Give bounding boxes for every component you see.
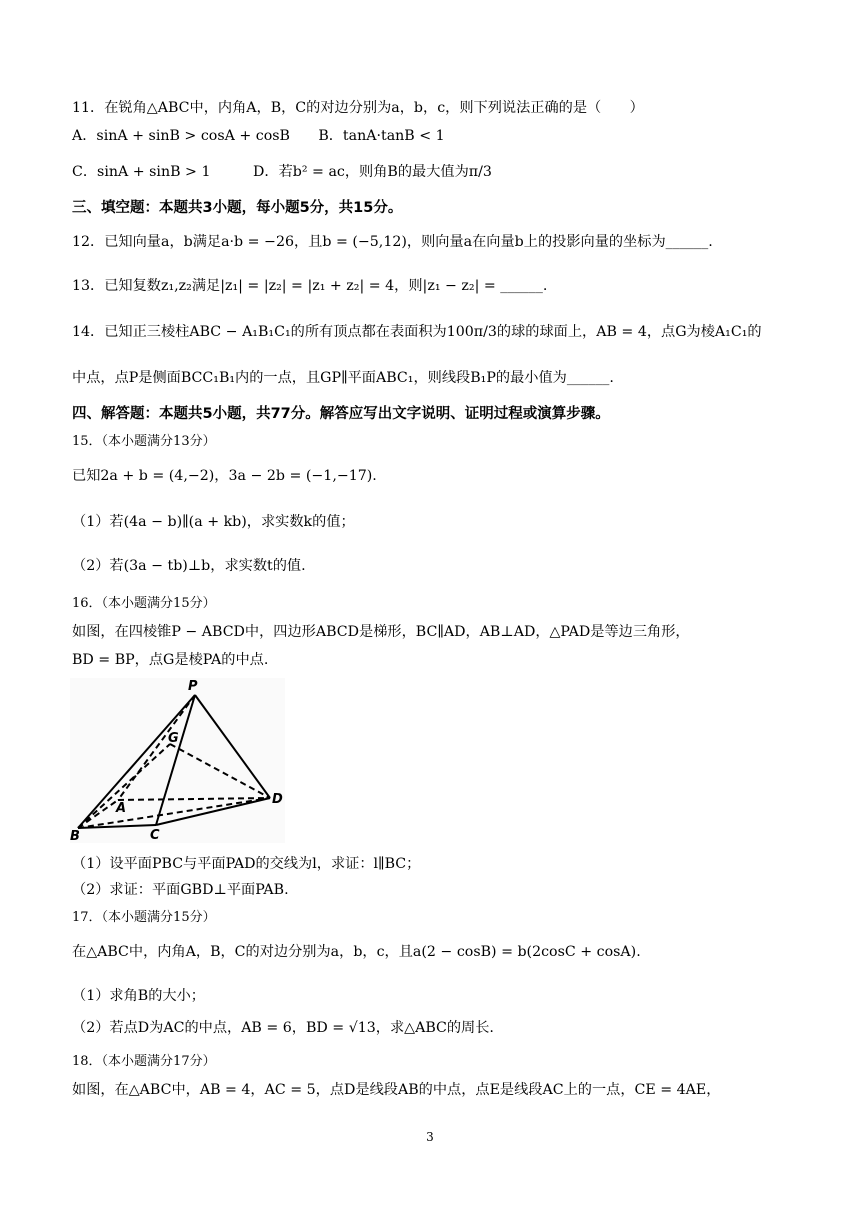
section-solution-heading: 四、解答题：本题共5小题，共77分。解答应写出文字说明、证明过程或演算步骤。	[72, 406, 610, 422]
label-D: D	[272, 792, 283, 807]
label-C: C	[150, 828, 160, 843]
q17-header: 17．（本小题满分15分）	[72, 910, 216, 925]
q16-part2: （2）求证：平面GBD⊥平面PAB.	[72, 882, 289, 898]
q11-options-ab: A．sinA + sinB > cosA + cosB B．tanA·tanB < 1	[72, 128, 445, 144]
q12-stem: 12．已知向量a，b满足a·b = −26，且b = (−5,12)，则向量a在向量b上的投影向量的坐标为______.	[72, 234, 713, 250]
label-B: B	[70, 829, 80, 843]
q15-part2: （2）若(3a − tb)⊥b，求实数t的值.	[72, 558, 306, 574]
q16-stem-line1: 如图，在四棱锥P − ABCD中，四边形ABCD是梯形，BC∥AD，AB⊥AD，△PAD是等边三角形，	[72, 624, 690, 640]
q17-stem: 在△ABC中，内角A，B，C的对边分别为a，b，c，且a(2 − cosB) = b(2cosC + cosA).	[72, 944, 641, 960]
q16-part1: （1）设平面PBC与平面PAD的交线为l，求证：l∥BC；	[72, 856, 421, 872]
q17-part1: （1）求角B的大小；	[72, 988, 205, 1004]
q11-options-cd: C．sinA + sinB > 1 D．若b² = ac，则角B的最大值为π/3	[72, 164, 492, 180]
q15-part1: （1）若(4a − b)∥(a + kb)，求实数k的值；	[72, 514, 355, 530]
pyramid-figure	[70, 678, 285, 843]
label-A: A	[116, 801, 127, 816]
q13-stem: 13．已知复数z₁,z₂满足|z₁| = |z₂| = |z₁ + z₂| = 4，则|z₁ − z₂| = ______.	[72, 278, 548, 294]
q17-part2: （2）若点D为AC的中点，AB = 6，BD = √13，求△ABC的周长.	[72, 1020, 494, 1036]
q16-header: 16．（本小题满分15分）	[72, 596, 216, 611]
q11-stem: 11．在锐角△ABC中，内角A，B，C的对边分别为a，b，c，则下列说法正确的是（ ）	[72, 100, 644, 116]
q14-stem-line2: 中点，点P是侧面BCC₁B₁内的一点，且GP∥平面ABC₁，则线段B₁P的最小值为______.	[72, 370, 614, 386]
q15-given: 已知2a + b = (4,−2)，3a − 2b = (−1,−17).	[72, 468, 377, 484]
q15-header: 15．（本小题满分13分）	[72, 434, 216, 449]
section-fill-blank-heading: 三、填空题：本题共3小题，每小题5分，共15分。	[72, 200, 403, 216]
q16-stem-line2: BD = BP，点G是棱PA的中点.	[72, 652, 269, 668]
q18-stem: 如图，在△ABC中，AB = 4，AC = 5，点D是线段AB的中点，点E是线段AC上的一点，CE = 4AE，	[72, 1082, 721, 1098]
label-P: P	[188, 679, 198, 694]
q14-stem-line1: 14．已知正三棱柱ABC − A₁B₁C₁的所有顶点都在表面积为100π/3的球的球面上，AB = 4，点G为棱A₁C₁的	[72, 324, 762, 340]
q18-header: 18．（本小题满分17分）	[72, 1054, 216, 1069]
page-number: 3	[426, 1130, 434, 1144]
label-G: G	[168, 731, 179, 746]
